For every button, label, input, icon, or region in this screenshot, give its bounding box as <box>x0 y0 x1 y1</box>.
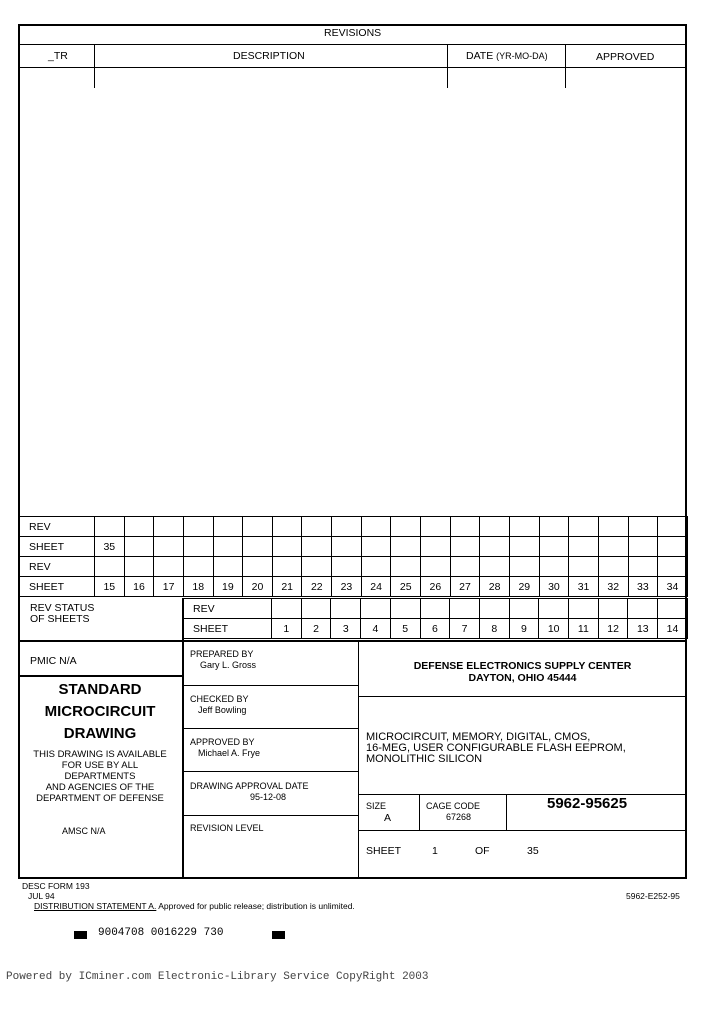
distribution-statement <box>34 902 355 911</box>
sheet-row-1 <box>19 537 688 557</box>
approved-by-label: APPROVED BY <box>190 737 255 747</box>
sheet-cell: 21 <box>272 577 302 597</box>
checked-divider <box>182 728 358 729</box>
approved-divider <box>182 771 358 772</box>
amsc-label: AMSC N/A <box>62 826 106 836</box>
size-cage-line <box>419 794 420 830</box>
rev-status-line1: REV STATUS <box>30 602 95 614</box>
agency-line-2: DAYTON, OHIO 45444 <box>468 672 577 684</box>
revisions-header-divider <box>18 67 687 68</box>
drawing-title-line-3: MONOLITHIC SILICON <box>366 753 483 765</box>
title-block-top-line <box>18 640 687 642</box>
sheet-cell: 11 <box>569 619 599 639</box>
approval-date-divider <box>182 815 358 816</box>
rev-sheet-table <box>18 516 688 597</box>
sheet-cell: 5 <box>390 619 420 639</box>
prepared-divider <box>182 685 358 686</box>
rev-status-table <box>182 598 688 639</box>
cage-code-label: CAGE CODE <box>426 801 481 811</box>
barcode-block-right <box>272 931 285 939</box>
form-line-1: DESC FORM 193 <box>22 881 90 891</box>
revisions-title-divider <box>18 44 687 45</box>
sheet-label: SHEET <box>19 577 95 597</box>
approved-col-line <box>565 44 566 88</box>
rev-status-line2: OF SHEETS <box>30 613 90 625</box>
drawing-title-line-1: MICROCIRCUIT, MEMORY, DIGITAL, CMOS, <box>366 731 591 743</box>
prepared-by-label: PREPARED BY <box>190 649 254 659</box>
rev-status-rev-label: REV <box>183 599 272 619</box>
approval-date-label: DRAWING APPROVAL DATE <box>190 781 309 791</box>
sheet-cell: 3 <box>331 619 361 639</box>
drawing-number: 5962-95625 <box>547 795 628 812</box>
sheet-cell: 28 <box>480 577 510 597</box>
date-format: (YR-MO-DA) <box>496 51 548 61</box>
title-line-2: MICROCIRCUIT <box>44 703 156 720</box>
avail-line-3: DEPARTMENTS <box>64 771 136 782</box>
approval-date-value: 95-12-08 <box>250 792 287 802</box>
cage-number-line <box>506 794 507 830</box>
sheet-cell: 12 <box>598 619 628 639</box>
barcode-text: 9004708 0016229 730 <box>98 927 224 939</box>
sheet-cell: 23 <box>332 577 362 597</box>
sheet-cell: 34 <box>658 577 688 597</box>
cage-code-value: 67268 <box>446 812 472 822</box>
rev-status-sheet-label: SHEET <box>183 619 272 639</box>
col-approved-header: APPROVED <box>596 51 655 63</box>
avail-line-2: FOR USE BY ALL <box>61 760 139 771</box>
form-number <box>22 881 90 901</box>
revisions-title: REVISIONS <box>324 27 382 39</box>
rev-row-2 <box>19 557 688 577</box>
left-block-right-line <box>182 598 184 879</box>
sheet-cell: 15 <box>95 577 125 597</box>
sheet-label-bottom: SHEET <box>366 845 402 857</box>
sheet-cell: 33 <box>628 577 658 597</box>
checked-by-label: CHECKED BY <box>190 694 249 704</box>
sheet-cell: 13 <box>628 619 658 639</box>
ltr-col-line <box>94 44 95 88</box>
size-divider <box>358 830 687 831</box>
agency-line-1: DEFENSE ELECTRONICS SUPPLY CENTER <box>413 660 632 672</box>
form-line-2: JUL 94 <box>28 891 55 901</box>
sheet-cell: 6 <box>420 619 450 639</box>
size-value: A <box>384 812 392 824</box>
of-value-bottom: 35 <box>527 845 539 857</box>
sheet-cell: 9 <box>509 619 539 639</box>
col-ltr-header: _TR <box>48 50 68 62</box>
sheet-cell: 31 <box>569 577 599 597</box>
standard-drawing-title <box>18 679 182 745</box>
sheet-cell: 32 <box>598 577 628 597</box>
sheet-cell: 25 <box>391 577 421 597</box>
sheet-cell: 24 <box>361 577 391 597</box>
rev-status-rev-row <box>183 599 688 619</box>
agency-divider <box>358 696 687 697</box>
sheet-cell: 16 <box>124 577 154 597</box>
avail-line-4: AND AGENCIES OF THE <box>45 782 155 793</box>
distribution-text: Approved for public release; distribution is unlimited. <box>158 901 355 911</box>
sheet-cell: 19 <box>213 577 243 597</box>
sheet-cell: 17 <box>154 577 184 597</box>
rev-row-1 <box>19 517 688 537</box>
sheet-cell: 26 <box>421 577 451 597</box>
sheet-value-bottom: 1 <box>432 845 438 857</box>
sheet-cell: 4 <box>361 619 391 639</box>
drawing-title-line-2: 16-MEG, USER CONFIGURABLE FLASH EEPROM, <box>366 742 626 754</box>
of-label-bottom: OF <box>475 845 490 857</box>
sheet-cell: 14 <box>658 619 688 639</box>
sheet-cell: 18 <box>183 577 213 597</box>
sheet-cell: 22 <box>302 577 332 597</box>
title-line-3: DRAWING <box>63 725 137 742</box>
pmic-divider <box>18 675 182 677</box>
approved-by-name: Michael A. Frye <box>198 748 261 758</box>
rev-label: REV <box>19 517 95 537</box>
prepared-by-name: Gary L. Gross <box>200 660 257 670</box>
sheet-cell: 35 <box>95 537 125 557</box>
col-description-header: DESCRIPTION <box>233 50 305 62</box>
size-label: SIZE <box>366 801 387 811</box>
sheet-cell: 1 <box>272 619 302 639</box>
distribution-label: DISTRIBUTION STATEMENT A. <box>34 901 157 911</box>
drawing-title <box>366 732 626 765</box>
sheet-label: SHEET <box>19 537 95 557</box>
pmic-label: PMIC N/A <box>30 655 77 667</box>
rev-status-sheet-row <box>183 619 688 639</box>
revision-level-label: REVISION LEVEL <box>190 823 264 833</box>
barcode-block-left <box>74 931 87 939</box>
checked-by-name: Jeff Bowling <box>198 705 247 715</box>
agency-name <box>358 660 687 684</box>
sheet-cell: 27 <box>450 577 480 597</box>
sheet-cell: 8 <box>479 619 509 639</box>
sheet-cell: 30 <box>539 577 569 597</box>
sheet-cell: 29 <box>509 577 539 597</box>
rev-label: REV <box>19 557 95 577</box>
sheet-cell: 20 <box>243 577 273 597</box>
sheet-cell: 7 <box>450 619 480 639</box>
date-col-line <box>447 44 448 88</box>
date-label: DATE <box>466 50 494 62</box>
sheet-cell: 10 <box>539 619 569 639</box>
col-date-header <box>466 51 548 62</box>
title-line-1: STANDARD <box>58 681 142 698</box>
title-divider <box>358 794 687 795</box>
avail-line-5: DEPARTMENT OF DEFENSE <box>36 793 164 804</box>
rev-status-label <box>30 603 94 625</box>
sheet-cell: 2 <box>301 619 331 639</box>
avail-line-1: THIS DRAWING IS AVAILABLE <box>33 749 167 760</box>
powered-by-notice: Powered by ICminer.com Electronic-Library Service CopyRight 2003 <box>6 971 429 983</box>
availability-notice <box>18 749 182 804</box>
sheet-row-2 <box>19 577 688 597</box>
form-code: 5962-E252-95 <box>626 891 680 901</box>
